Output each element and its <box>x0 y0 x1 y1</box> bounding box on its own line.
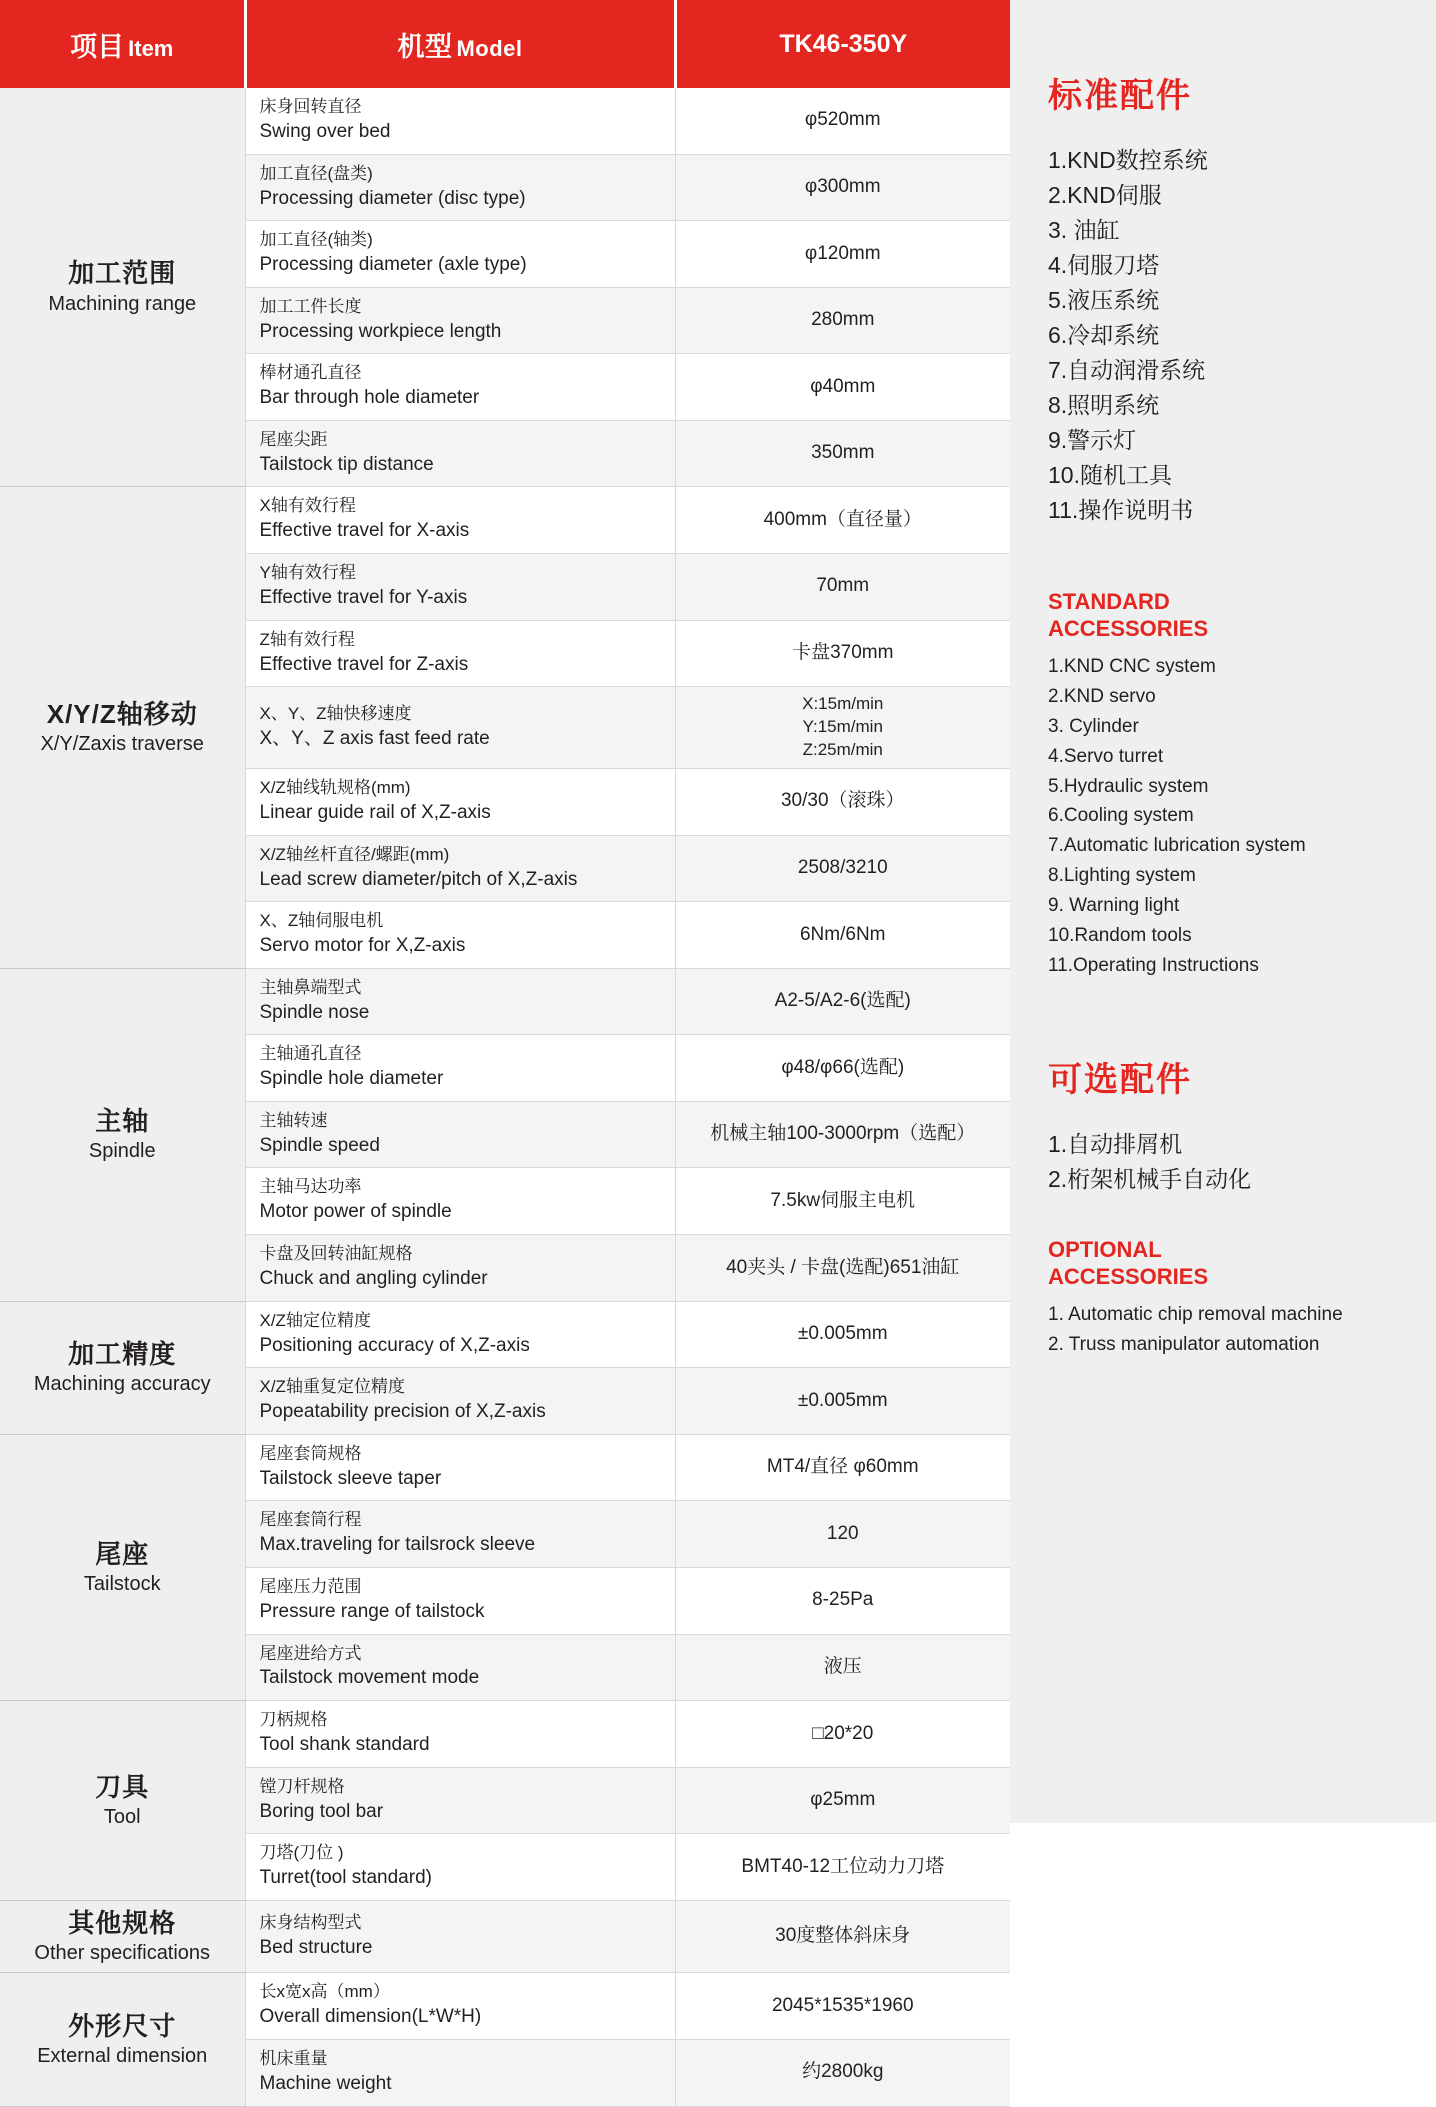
header-model-en: Model <box>456 35 523 61</box>
standard-title-en-line2: ACCESSORIES <box>1048 615 1209 641</box>
item-label-en: Swing over bed <box>259 120 391 142</box>
item-label-en: Lead screw diameter/pitch of X,Z-axis <box>259 868 578 890</box>
table-row <box>0 1434 1010 1501</box>
item-label-cn: 尾座进给方式 <box>259 1643 362 1663</box>
group-cell <box>0 968 245 1301</box>
standard-accessories-title-en <box>1048 589 1400 642</box>
value-cell: A2-5/A2-6(选配) <box>675 968 1010 1035</box>
standard-accessory-item-en: 5.Hydraulic system <box>1048 775 1209 797</box>
item-label-en: Spindle nose <box>259 1001 370 1023</box>
item-label-cn: 镗刀杆规格 <box>259 1776 345 1796</box>
group-cell <box>0 1973 245 2106</box>
table-row <box>0 1900 1010 1973</box>
item-cell <box>245 835 675 902</box>
standard-accessory-item-cn: 1.KND数控系统 <box>1048 147 1208 173</box>
group-label-cn: 加工精度 <box>68 1338 177 1369</box>
item-cell <box>245 487 675 554</box>
item-label-en: Boring tool bar <box>259 1800 384 1822</box>
item-cell <box>245 902 675 969</box>
standard-accessory-item-en: 8.Lighting system <box>1048 865 1196 887</box>
item-label-en: Popeatability precision of X,Z-axis <box>259 1401 546 1423</box>
value-cell: 30度整体斜床身 <box>675 1900 1010 1973</box>
value-line: Z:25m/min <box>802 740 883 760</box>
value-cell: 350mm <box>675 420 1010 487</box>
item-cell <box>245 354 675 421</box>
optional-accessory-item-en: 1. Automatic chip removal machine <box>1048 1304 1343 1326</box>
item-label-cn: 尾座尖距 <box>259 429 328 449</box>
item-cell <box>245 769 675 836</box>
item-label-cn: 尾座套筒行程 <box>259 1510 362 1530</box>
header-item <box>0 0 245 88</box>
item-label-cn: 主轴转速 <box>259 1110 328 1130</box>
item-label-en: Turret(tool standard) <box>259 1867 432 1889</box>
item-label-en: Effective travel for Z-axis <box>259 653 469 675</box>
item-cell <box>245 1168 675 1235</box>
value-cell: 2508/3210 <box>675 835 1010 902</box>
item-cell <box>245 687 675 769</box>
header-model-cn: 机型 <box>397 31 453 62</box>
item-label-cn: X轴有效行程 <box>259 496 356 516</box>
value-cell: φ300mm <box>675 154 1010 221</box>
table-row <box>0 968 1010 1035</box>
item-cell <box>245 1973 675 2040</box>
item-cell <box>245 1368 675 1435</box>
group-label-cn: X/Y/Z轴移动 <box>46 698 198 729</box>
item-label-en: X、Y、Z axis fast feed rate <box>259 727 490 749</box>
group-label-cn: 刀具 <box>95 1771 150 1802</box>
header-model-value: TK46-350Y <box>675 0 1010 88</box>
item-label-en: Servo motor for X,Z-axis <box>259 935 466 957</box>
value-cell: 400mm（直径量） <box>675 487 1010 554</box>
group-cell <box>0 1701 245 1901</box>
table-header <box>0 0 1010 88</box>
value-cell: 120 <box>675 1501 1010 1568</box>
standard-accessory-item-en: 6.Cooling system <box>1048 805 1194 827</box>
item-label-cn: X/Z轴丝杆直径/螺距(mm) <box>259 844 450 864</box>
table-row <box>0 1301 1010 1368</box>
header-row <box>0 0 1010 88</box>
standard-accessory-item-cn: 3. 油缸 <box>1048 216 1120 243</box>
value-cell: 7.5kw伺服主电机 <box>675 1168 1010 1235</box>
item-label-en: Machine weight <box>259 2072 392 2094</box>
standard-accessory-item-cn: 11.操作说明书 <box>1048 496 1194 523</box>
standard-accessory-item-en: 1.KND CNC system <box>1048 656 1216 678</box>
item-label-en: Tailstock movement mode <box>259 1667 480 1689</box>
item-label-cn: 棒材通孔直径 <box>259 363 362 383</box>
standard-accessory-item-en: 10.Random tools <box>1048 924 1192 946</box>
value-cell: φ120mm <box>675 221 1010 288</box>
group-label-en: Other specifications <box>34 1942 211 1965</box>
group-cell <box>0 1900 245 1973</box>
optional-accessories-list-en <box>1048 1300 1400 1360</box>
value-cell: φ40mm <box>675 354 1010 421</box>
spacer-3 <box>1048 1197 1400 1237</box>
item-cell <box>245 1701 675 1768</box>
item-label-cn: 尾座压力范围 <box>259 1576 362 1596</box>
item-label-cn: 加工直径(轴类) <box>259 230 373 250</box>
standard-accessories-title-cn: 标准配件 <box>1048 77 1192 115</box>
item-cell <box>245 1900 675 1973</box>
group-cell <box>0 1301 245 1434</box>
item-label-en: Positioning accuracy of X,Z-axis <box>259 1334 530 1356</box>
item-cell <box>245 1567 675 1634</box>
item-label-cn: Z轴有效行程 <box>259 629 355 649</box>
item-label-en: Pressure range of tailstock <box>259 1600 485 1622</box>
item-label-en: Effective travel for X-axis <box>259 520 470 542</box>
group-label-en: X/Y/Zaxis traverse <box>40 733 204 756</box>
value-cell: BMT40-12工位动力刀塔 <box>675 1834 1010 1901</box>
item-label-en: Motor power of spindle <box>259 1201 452 1223</box>
item-label-en: Linear guide rail of X,Z-axis <box>259 801 491 823</box>
optional-accessory-item-cn: 2.桁架机械手自动化 <box>1048 1166 1252 1193</box>
item-cell <box>245 620 675 687</box>
standard-title-en-line1: STANDARD <box>1048 589 1170 615</box>
item-cell <box>245 221 675 288</box>
item-cell <box>245 1235 675 1302</box>
value-cell: φ25mm <box>675 1767 1010 1834</box>
value-cell: 机械主轴100-3000rpm（选配） <box>675 1101 1010 1168</box>
item-label-en: Effective travel for Y-axis <box>259 586 468 608</box>
value-cell: 30/30（滚珠） <box>675 769 1010 836</box>
value-cell: 70mm <box>675 554 1010 621</box>
standard-accessory-item-en: 2.KND servo <box>1048 686 1156 708</box>
item-label-en: Bar through hole diameter <box>259 387 480 409</box>
group-label-cn: 主轴 <box>95 1105 150 1136</box>
value-cell: φ48/φ66(选配) <box>675 1035 1010 1102</box>
item-label-cn: 卡盘及回转油缸规格 <box>259 1244 413 1264</box>
value-cell: ±0.005mm <box>675 1301 1010 1368</box>
value-cell: □20*20 <box>675 1701 1010 1768</box>
item-cell <box>245 154 675 221</box>
standard-accessory-item-en: 9. Warning light <box>1048 894 1180 916</box>
value-cell: φ520mm <box>675 88 1010 154</box>
item-label-cn: X、Z轴伺服电机 <box>259 911 384 931</box>
standard-accessory-item-en: 3. Cylinder <box>1048 715 1139 737</box>
value-line: Y:15m/min <box>802 717 883 737</box>
item-label-en: Tool shank standard <box>259 1734 430 1756</box>
item-label-cn: X、Y、Z轴快移速度 <box>259 703 412 723</box>
item-label-cn: 床身回转直径 <box>259 97 362 116</box>
item-label-cn: 主轴通孔直径 <box>259 1044 362 1064</box>
group-cell <box>0 1434 245 1700</box>
item-label-cn: 加工直径(盘类) <box>259 163 373 183</box>
item-label-cn: 床身结构型式 <box>259 1912 362 1932</box>
group-cell <box>0 487 245 968</box>
item-label-cn: Y轴有效行程 <box>259 563 356 583</box>
optional-accessories-title-en <box>1048 1237 1400 1290</box>
group-label-cn: 尾座 <box>95 1538 150 1569</box>
optional-title-en-line1: OPTIONAL <box>1048 1237 1162 1263</box>
item-label-en: Max.traveling for tailsrock sleeve <box>259 1534 536 1556</box>
item-label-cn: 主轴鼻端型式 <box>259 977 362 997</box>
item-label-en: Tailstock sleeve taper <box>259 1467 442 1489</box>
group-label-en: Machining accuracy <box>33 1373 211 1396</box>
group-label-cn: 加工范围 <box>68 258 177 289</box>
standard-accessory-item-cn: 2.KND伺服 <box>1048 181 1162 208</box>
accessories-sidebar <box>1010 0 1436 1823</box>
item-cell <box>245 88 675 154</box>
group-label-en: Spindle <box>88 1140 156 1163</box>
item-label-en: Bed structure <box>259 1936 373 1958</box>
item-label-en: Spindle speed <box>259 1134 380 1156</box>
item-cell <box>245 1767 675 1834</box>
group-label-en: External dimension <box>37 2045 208 2068</box>
standard-accessory-item-cn: 4.伺服刀塔 <box>1048 251 1160 278</box>
item-cell <box>245 1035 675 1102</box>
value-cell: 8-25Pa <box>675 1567 1010 1634</box>
group-label-cn: 外形尺寸 <box>68 2010 177 2041</box>
value-cell: 约2800kg <box>675 2039 1010 2106</box>
item-label-en: Chuck and angling cylinder <box>259 1268 488 1289</box>
standard-accessory-item-en: 7.Automatic lubrication system <box>1048 835 1306 857</box>
item-cell <box>245 554 675 621</box>
item-label-cn: 机床重量 <box>259 2048 328 2068</box>
group-label-en: Tailstock <box>83 1573 161 1596</box>
group-label-en: Tool <box>103 1806 141 1829</box>
standard-accessory-item-cn: 8.照明系统 <box>1048 391 1160 418</box>
standard-accessory-item-en: 4.Servo turret <box>1048 745 1164 767</box>
item-cell <box>245 287 675 354</box>
table-row <box>0 1701 1010 1768</box>
item-cell <box>245 968 675 1035</box>
header-item-cn: 项目 <box>70 31 125 62</box>
value-cell: 液压 <box>675 1634 1010 1701</box>
item-cell <box>245 420 675 487</box>
value-cell: MT4/直径 φ60mm <box>675 1434 1010 1501</box>
item-label-en: Processing diameter (axle type) <box>259 254 527 276</box>
item-label-en: Processing diameter (disc type) <box>259 187 526 209</box>
optional-accessory-item-en: 2. Truss manipulator automation <box>1048 1333 1320 1355</box>
item-label-en: Processing workpiece length <box>259 320 502 342</box>
table-row <box>0 1973 1010 2040</box>
item-label-en: Overall dimension(L*W*H) <box>259 2006 482 2028</box>
table-body <box>0 88 1010 2106</box>
standard-accessory-item-en: 11.Operating Instructions <box>1048 954 1259 976</box>
optional-accessories-list-cn <box>1048 1127 1400 1197</box>
value-cell: 40夹头 / 卡盘(选配)651油缸 <box>675 1235 1010 1302</box>
optional-accessory-item-cn: 1.自动排屑机 <box>1048 1131 1183 1158</box>
group-label-en: Machining range <box>48 292 197 315</box>
item-label-cn: X/Z轴重复定位精度 <box>259 1377 405 1397</box>
group-label-cn: 其他规格 <box>68 1907 177 1938</box>
standard-accessory-item-cn: 7.自动润滑系统 <box>1048 356 1206 383</box>
spacer-2 <box>1048 980 1400 1052</box>
standard-accessory-item-cn: 6.冷却系统 <box>1048 321 1160 348</box>
item-label-cn: 刀柄规格 <box>259 1710 328 1730</box>
group-cell <box>0 88 245 487</box>
item-label-cn: 主轴马达功率 <box>259 1177 362 1197</box>
item-cell <box>245 1301 675 1368</box>
spacer-1 <box>1048 527 1400 589</box>
value-cell: 6Nm/6Nm <box>675 902 1010 969</box>
standard-accessory-item-cn: 9.警示灯 <box>1048 426 1137 453</box>
item-cell <box>245 1101 675 1168</box>
item-cell <box>245 1834 675 1901</box>
item-label-en: Tailstock tip distance <box>259 453 434 475</box>
item-label-cn: 刀塔(刀位 ) <box>259 1843 344 1863</box>
standard-accessories-list-cn <box>1048 143 1400 527</box>
optional-accessories-title-cn: 可选配件 <box>1048 1061 1192 1100</box>
table-row <box>0 88 1010 154</box>
value-cell <box>675 687 1010 769</box>
header-model <box>245 0 675 88</box>
item-cell <box>245 2039 675 2106</box>
value-cell: 卡盘370mm <box>675 620 1010 687</box>
optional-title-en-line2: ACCESSORIES <box>1048 1263 1209 1289</box>
item-label-en: Spindle hole diameter <box>259 1068 444 1090</box>
item-label-cn: 加工工件长度 <box>259 296 362 316</box>
item-label-cn: X/Z轴线轨规格(mm) <box>259 778 411 798</box>
header-item-en: Item <box>128 35 174 61</box>
standard-accessories-list-en <box>1048 652 1400 980</box>
item-cell <box>245 1634 675 1701</box>
item-label-cn: 尾座套筒规格 <box>259 1443 362 1463</box>
value-line: X:15m/min <box>802 694 884 714</box>
value-cell: 280mm <box>675 287 1010 354</box>
item-cell <box>245 1434 675 1501</box>
value-cell: ±0.005mm <box>675 1368 1010 1435</box>
standard-accessory-item-cn: 10.随机工具 <box>1048 461 1172 488</box>
table-row <box>0 487 1010 554</box>
value-cell: 2045*1535*1960 <box>675 1973 1010 2040</box>
item-label-cn: 长x宽x高（mm） <box>259 1982 390 2002</box>
item-label-cn: X/Z轴定位精度 <box>259 1310 371 1330</box>
standard-accessory-item-cn: 5.液压系统 <box>1048 286 1160 313</box>
item-cell <box>245 1501 675 1568</box>
